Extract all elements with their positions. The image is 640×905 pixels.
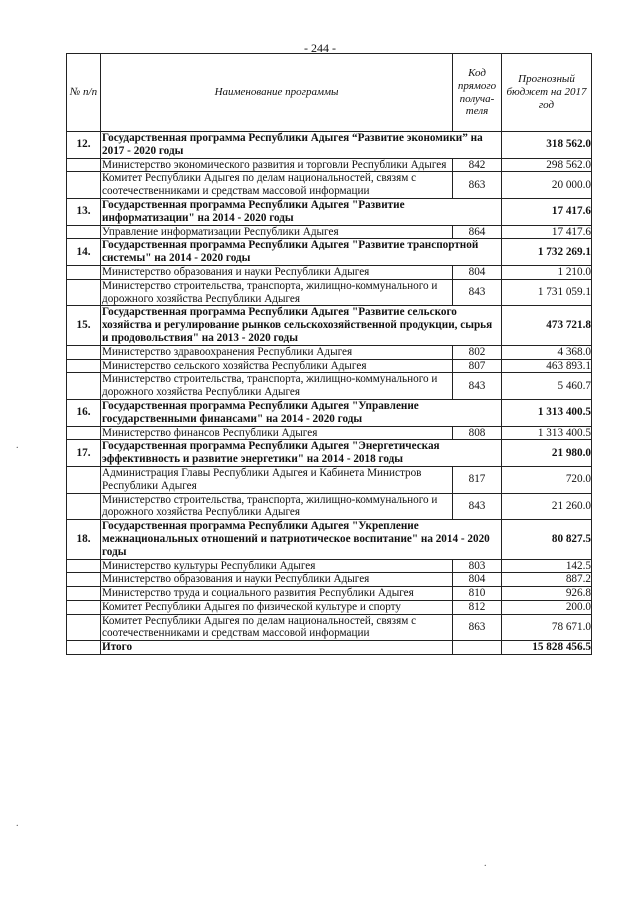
recipient-budget: 21 260.0 [502, 493, 592, 520]
recipient-row [67, 373, 592, 400]
empty-cell [67, 426, 101, 440]
recipient-row [67, 172, 592, 199]
recipient-budget: 4 368.0 [502, 345, 592, 359]
recipient-code: 807 [453, 359, 502, 373]
recipient-code: 843 [453, 373, 502, 400]
recipient-budget: 20 000.0 [502, 172, 592, 199]
recipient-code: 863 [453, 614, 502, 641]
recipient-code: 863 [453, 172, 502, 199]
recipient-budget: 78 671.0 [502, 614, 592, 641]
recipient-budget: 1 731 059.1 [502, 279, 592, 306]
empty-cell [67, 225, 101, 239]
recipient-code: 864 [453, 225, 502, 239]
program-row [67, 399, 592, 426]
recipient-budget: 720.0 [502, 466, 592, 493]
total-label: Итого [101, 641, 453, 655]
recipient-budget: 1 313 400.5 [502, 426, 592, 440]
recipient-budget: 142.5 [502, 559, 592, 573]
header-budget: Прогнозный бюджет на 2017 год [502, 54, 592, 132]
row-number: 16. [67, 399, 101, 426]
empty-cell [67, 279, 101, 306]
row-number: 15. [67, 306, 101, 345]
empty-cell [67, 345, 101, 359]
recipient-name: Министерство образования и науки Республики Адыгея [101, 265, 453, 279]
scan-mark: . [16, 440, 19, 451]
recipient-row [67, 573, 592, 587]
recipient-budget: 5 460.7 [502, 373, 592, 400]
table-header-row [67, 54, 592, 132]
recipient-budget: 926.8 [502, 587, 592, 601]
recipient-row [67, 158, 592, 172]
program-row [67, 239, 592, 266]
recipient-row [67, 279, 592, 306]
header-name: Наименование программы [101, 54, 453, 132]
header-num: № п/п [67, 54, 101, 132]
recipient-row [67, 600, 592, 614]
row-number: 18. [67, 520, 101, 559]
scan-mark: . [484, 858, 487, 869]
empty-cell [67, 573, 101, 587]
recipient-row [67, 493, 592, 520]
recipient-name: Министерство сельского хозяйства Республики Адыгея [101, 359, 453, 373]
empty-cell [67, 466, 101, 493]
empty-cell [67, 359, 101, 373]
recipient-code: 804 [453, 573, 502, 587]
row-number: 13. [67, 198, 101, 225]
program-budget: 1 732 269.1 [502, 239, 592, 266]
row-number: 14. [67, 239, 101, 266]
recipient-code: 817 [453, 466, 502, 493]
program-budget: 473 721.8 [502, 306, 592, 345]
program-row [67, 520, 592, 559]
page-number: - 244 - [304, 41, 336, 55]
recipient-row [67, 265, 592, 279]
program-row [67, 440, 592, 467]
program-name: Государственная программа Республики Адыгея "Укрепление межнациональных отношений и патриотическое воспитание" на 2014 - 2020 годы [101, 520, 502, 559]
recipient-name: Министерство образования и науки Республики Адыгея [101, 573, 453, 587]
recipient-code: 808 [453, 426, 502, 440]
recipient-budget: 887.2 [502, 573, 592, 587]
program-budget: 318 562.0 [502, 132, 592, 159]
recipient-name: Министерство строительства, транспорта, жилищно-коммунального и дорожного хозяйства Республики Адыгея [101, 279, 453, 306]
recipient-name: Комитет Республики Адыгея по делам национальностей, связям с соотечественниками и средствам массовой информации [101, 172, 453, 199]
recipient-name: Министерство строительства, транспорта, жилищно-коммунального и дорожного хозяйства Республики Адыгея [101, 493, 453, 520]
empty-cell [67, 641, 101, 655]
recipient-name: Министерство финансов Республики Адыгея [101, 426, 453, 440]
recipient-code: 842 [453, 158, 502, 172]
empty-cell [67, 493, 101, 520]
program-row [67, 198, 592, 225]
recipient-name: Комитет Республики Адыгея по физической культуре и спорту [101, 600, 453, 614]
program-name: Государственная программа Республики Адыгея "Развитие транспортной системы" на 2014 - 2020 годы [101, 239, 502, 266]
program-row [67, 306, 592, 345]
recipient-row [67, 225, 592, 239]
recipient-code: 804 [453, 265, 502, 279]
program-name: Государственная программа Республики Адыгея "Развитие сельского хозяйства и регулирование рынков сельскохозяйственной продукции, сырья и продовольствия" на 2013 - 2020 годы [101, 306, 502, 345]
recipient-name: Министерство здравоохранения Республики Адыгея [101, 345, 453, 359]
recipient-row [67, 359, 592, 373]
empty-cell [67, 559, 101, 573]
recipient-code: 843 [453, 279, 502, 306]
empty-cell [453, 641, 502, 655]
program-name: Государственная программа Республики Адыгея "Энергетическая эффективность и развитие энергетики" на 2014 - 2018 годы [101, 440, 502, 467]
table-body [67, 132, 592, 655]
row-number: 17. [67, 440, 101, 467]
recipient-row [67, 345, 592, 359]
recipient-budget: 463 893.1 [502, 359, 592, 373]
recipient-name: Министерство экономического развития и торговли Республики Адыгея [101, 158, 453, 172]
recipient-row [67, 426, 592, 440]
recipient-row [67, 614, 592, 641]
recipient-code: 802 [453, 345, 502, 359]
program-budget: 17 417.6 [502, 198, 592, 225]
empty-cell [67, 265, 101, 279]
total-budget: 15 828 456.5 [502, 641, 592, 655]
empty-cell [67, 373, 101, 400]
recipient-code: 843 [453, 493, 502, 520]
program-budget: 1 313 400.5 [502, 399, 592, 426]
program-name: Государственная программа Республики Адыгея "Развитие информатизации" на 2014 - 2020 годы [101, 198, 502, 225]
header-code: Код прямого получа-теля [453, 54, 502, 132]
empty-cell [67, 587, 101, 601]
empty-cell [67, 158, 101, 172]
program-budget: 21 980.0 [502, 440, 592, 467]
program-row [67, 132, 592, 159]
recipient-code: 812 [453, 600, 502, 614]
recipient-budget: 17 417.6 [502, 225, 592, 239]
budget-table [66, 53, 592, 655]
recipient-budget: 1 210.0 [502, 265, 592, 279]
recipient-code: 803 [453, 559, 502, 573]
scan-mark: . [16, 818, 19, 829]
recipient-name: Администрация Главы Республики Адыгея и Кабинета Министров Республики Адыгея [101, 466, 453, 493]
row-number: 12. [67, 132, 101, 159]
recipient-row [67, 559, 592, 573]
recipient-code: 810 [453, 587, 502, 601]
empty-cell [67, 600, 101, 614]
recipient-name: Министерство культуры Республики Адыгея [101, 559, 453, 573]
recipient-name: Министерство строительства, транспорта, жилищно-коммунального и дорожного хозяйства Республики Адыгея [101, 373, 453, 400]
recipient-row [67, 587, 592, 601]
recipient-budget: 200.0 [502, 600, 592, 614]
empty-cell [67, 172, 101, 199]
recipient-name: Управление информатизации Республики Адыгея [101, 225, 453, 239]
program-name: Государственная программа Республики Адыгея "Управление государственными финансами" на 2014 - 2020 годы [101, 399, 502, 426]
program-budget: 80 827.5 [502, 520, 592, 559]
empty-cell [67, 614, 101, 641]
recipient-budget: 298 562.0 [502, 158, 592, 172]
recipient-row [67, 466, 592, 493]
recipient-name: Комитет Республики Адыгея по делам национальностей, связям с соотечественниками и средствам массовой информации [101, 614, 453, 641]
recipient-name: Министерство труда и социального развития Республики Адыгея [101, 587, 453, 601]
program-name: Государственная программа Республики Адыгея “Развитие экономики” на 2017 - 2020 годы [101, 132, 502, 159]
total-row [67, 641, 592, 655]
